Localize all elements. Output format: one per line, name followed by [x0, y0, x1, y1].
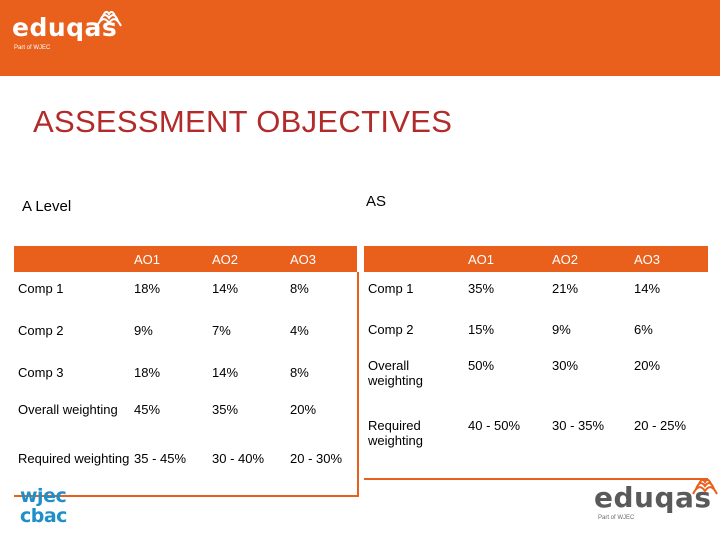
table-cell: 45%	[130, 398, 208, 447]
column-header: AO2	[208, 246, 286, 272]
footer-logo-subtext: Part of WJEC	[598, 515, 635, 521]
logo-subtext: Part of WJEC	[14, 45, 51, 51]
table-cell: 30%	[552, 358, 579, 373]
table-row	[14, 356, 358, 398]
column-header: AO3	[630, 246, 708, 272]
table-cell: 30 - 40%	[208, 447, 286, 497]
book-icon	[690, 476, 720, 498]
table-cell: 50%	[468, 358, 495, 373]
table-cell: 9%	[130, 314, 208, 356]
table-cell: 8%	[286, 356, 358, 398]
table-row	[14, 398, 358, 447]
as-level-table	[364, 246, 708, 480]
book-icon	[94, 8, 124, 30]
table-row	[364, 412, 708, 479]
column-header	[14, 246, 130, 272]
table-cell: 21%	[552, 281, 579, 296]
eduqas-footer-logo	[594, 480, 712, 522]
page-title: ASSESSMENT OBJECTIVES	[33, 104, 453, 139]
wjec-logo-line1: wjec	[20, 485, 67, 507]
row-label: Comp 1	[368, 281, 414, 296]
table-header-row	[14, 246, 358, 272]
table-row	[14, 314, 358, 356]
table-cell: 18%	[130, 356, 208, 398]
eduqas-logo	[12, 10, 117, 52]
row-label: Required weighting	[14, 447, 130, 497]
wjec-logo-line2: cbac	[20, 505, 67, 527]
column-header	[364, 246, 464, 272]
header-bar	[0, 0, 720, 76]
table-cell: 9%	[552, 322, 571, 337]
row-label: Overall weighting	[368, 358, 423, 388]
table-cell: 35 - 45%	[130, 447, 208, 497]
table-cell: 15%	[468, 322, 495, 337]
table-header-row	[364, 246, 708, 272]
row-label: Required weighting	[364, 412, 464, 479]
logo-wordmark: eduqas	[12, 13, 118, 42]
table-cell: 20%	[634, 358, 661, 373]
row-label: Comp 2	[14, 314, 130, 356]
table-cell: 40 - 50%	[464, 412, 548, 479]
row-label: Comp 3	[14, 356, 130, 398]
table-cell: 20 - 30%	[286, 447, 358, 497]
column-header: AO3	[286, 246, 358, 272]
row-label: Comp 2	[368, 322, 414, 337]
row-label: Comp 1	[14, 272, 130, 314]
table-cell: 35%	[468, 281, 495, 296]
table-cell: 20%	[286, 398, 358, 447]
wjec-cbac-logo	[20, 486, 67, 526]
table-cell: 35%	[208, 398, 286, 447]
table-cell: 4%	[286, 314, 358, 356]
table-cell: 8%	[286, 272, 358, 314]
footer-logo-wordmark: eduqas	[594, 481, 712, 514]
a-level-table	[14, 246, 359, 497]
table-cell: 14%	[634, 281, 661, 296]
column-header: AO1	[464, 246, 548, 272]
table-row	[364, 354, 708, 412]
table-cell: 14%	[208, 356, 286, 398]
a-level-label: A Level	[22, 198, 72, 215]
table-cell: 30 - 35%	[548, 412, 630, 479]
table-cell: 7%	[208, 314, 286, 356]
as-level-label: AS	[366, 193, 387, 210]
table-row	[14, 272, 358, 314]
table-cell: 14%	[208, 272, 286, 314]
column-header: AO2	[548, 246, 630, 272]
table-cell: 20 - 25%	[630, 412, 708, 479]
table-row	[364, 272, 708, 313]
row-label: Overall weighting	[14, 398, 130, 447]
column-header: AO1	[130, 246, 208, 272]
table-cell: 6%	[634, 322, 653, 337]
table-row	[364, 313, 708, 354]
table-cell: 18%	[130, 272, 208, 314]
